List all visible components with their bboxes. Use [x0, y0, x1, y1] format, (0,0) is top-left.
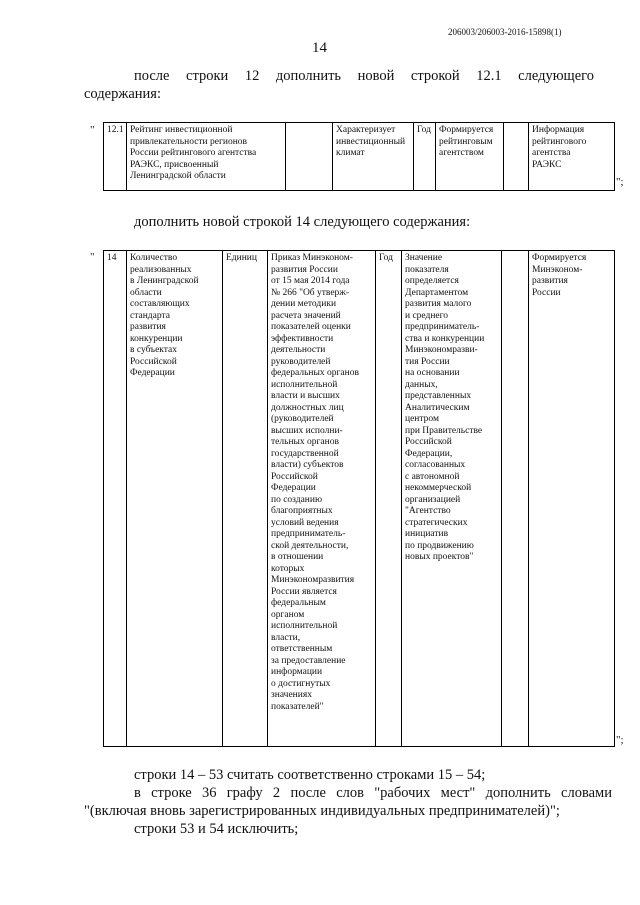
page-number: 14 [312, 40, 327, 56]
close-quote: "; [616, 734, 624, 746]
open-quote: " [90, 251, 95, 263]
cell-empty [504, 123, 529, 191]
cell-row-number: 12.1 [104, 123, 127, 191]
word: после [134, 68, 170, 84]
cell-formation-method: Формируется рейтинговым агентством [436, 123, 504, 191]
table-row-12-1 [103, 122, 615, 191]
cell-description: Характеризует инвестиционный климат [333, 123, 414, 191]
cell-period: Год [414, 123, 436, 191]
word: строки [186, 68, 229, 84]
cell-indicator-name: Количество реализованных в Ленинградской области составляющих стандарта развития конкуренции в субъектах Российской Федерации [127, 251, 223, 747]
paragraph-line: содержания: [84, 86, 162, 102]
cell-row-number: 14 [104, 251, 127, 747]
cell-empty [502, 251, 529, 747]
word: графу [226, 785, 263, 801]
word: новой [357, 68, 395, 84]
word: 36 [201, 785, 217, 801]
word: слов [336, 785, 364, 801]
cell-source: Формируется Минэконом- развития России [529, 251, 615, 747]
word: мест" [440, 785, 476, 801]
cell-description: Приказ Минэконом- развития России от 15 мая 2014 года № 266 "Об утверж- дении методики расчета значений показателей оценки эффективности деятельности руководителей федеральных органов исполнительной власти и высших должностных лиц (руководителей высших исполни- тельных органов государственной власти) субъектов Российской Федерации по созданию благоприятных условий ведения предприниматель- ской деятельности, в отношении которых Минэкономразвития России является федеральным органом исполнительной власти, ответственным за предоставление информации о достигнутых значениях показателей" [268, 251, 376, 747]
word: строкой [410, 68, 460, 84]
paragraph-row-36 [134, 785, 612, 802]
cell-formation-method: Значение показателя определяется Департаментом развития малого и среднего предприниматель- ства и конкуренции Минэкономразви- тия России на основании данных, представленных Аналитическим центром при Правительстве Российской Федерации, согласованных с автономной некоммерческой организацией "Агентство стратегических инициатив по продвижению новых проектов" [402, 251, 502, 747]
word: 2 [272, 785, 281, 801]
word: в [134, 785, 141, 801]
word: 12.1 [476, 68, 502, 84]
cell-period: Год [376, 251, 402, 747]
paragraph-add-row-14: дополнить новой строкой 14 следующего содержания: [134, 214, 471, 230]
cell-source: Информация рейтингового агентства РАЭКС [529, 123, 615, 191]
cell-indicator-name: Рейтинг инвестиционной привлекательности регионов России рейтингового агентства РАЭКС, присвоенный Ленинградской области [127, 123, 286, 191]
document-id: 206003/206003-2016-15898(1) [448, 27, 562, 37]
paragraph-renumber: строки 14 – 53 считать соответственно строками 15 – 54; [134, 767, 486, 783]
cell-unit: Единиц [223, 251, 268, 747]
word: "рабочих [374, 785, 431, 801]
open-quote: " [90, 124, 95, 136]
word: следующего [518, 68, 594, 84]
paragraph-exclude-rows: строки 53 и 54 исключить; [134, 821, 299, 837]
paragraph-line: "(включая вновь зарегистрированных индивидуальных предпринимателей)"; [84, 803, 560, 819]
word: словами [561, 785, 612, 801]
word: после [290, 785, 326, 801]
table-row-14 [103, 250, 615, 747]
word: строке [151, 785, 192, 801]
word: дополнить [275, 68, 342, 84]
paragraph-add-row-12-1 [134, 68, 594, 85]
cell-unit [286, 123, 333, 191]
word: дополнить [485, 785, 551, 801]
word: 12 [244, 68, 260, 84]
close-quote: "; [616, 176, 624, 188]
